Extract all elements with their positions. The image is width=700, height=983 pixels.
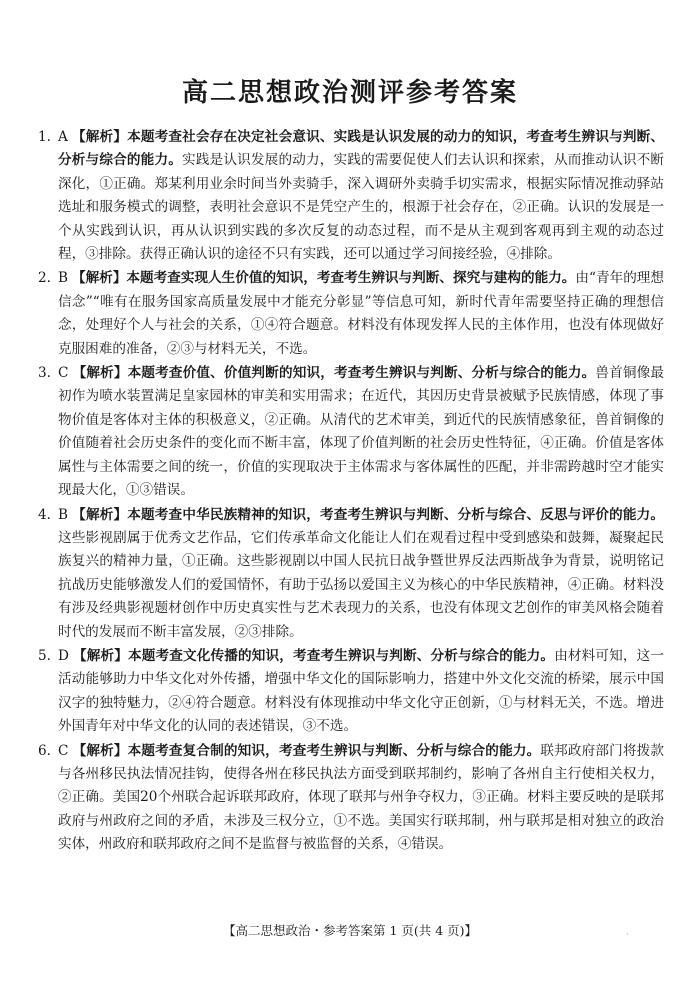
answer-choice: B — [58, 506, 68, 523]
question-number: 3. — [38, 365, 51, 382]
analysis-body: 实践是认识发展的动力，实践的需要促使人们去认识和探索，从而推动认识不断深化，①正确。郑某利用业余时间当外卖骑手，深入调研外卖骑手切实需求，根据实际情况推动驿站选址和服务模式的调整，表明社会意识不是凭空产生的，根源于社会存在，②正确。认识的发展是一个从实践到认识，再从认识到实践的多次反复的动态过程，而不是从主观到客观再到主观的动态过程，③排除。获得正确认识的途径不只有实践，还可以通过学习间接经验，④排除。 — [58, 152, 665, 263]
question-item-1 — [38, 126, 664, 266]
answer-choice: B — [58, 270, 68, 287]
analysis-body: 联邦政府部门将拨款与各州移民执法情况挂钩，使得各州在移民执法方面受到联邦制约，影响了各州自主行使相关权力，②正确。美国20个州联合起诉联邦政府，体现了联邦与州争夺权力，③正确。材料主要反映的是联邦政府与州政府之间的矛盾，未涉及三权分立，①不选。美国实行联邦制，州与联邦是相对独立的政治实体，州政府和联邦政府之间不是监督与被监督的关系，④错误。 — [58, 742, 665, 853]
analysis-lead: 【解析】本题考查价值、价值判断的知识，考查考生辨识与判断、分析与综合的能力。 — [72, 365, 596, 382]
page-footer: 【高二思想政治・参考答案第 1 页(共 4 页)】 — [222, 923, 478, 938]
question-number: 6. — [38, 742, 51, 759]
footer-mark: · — [626, 930, 629, 939]
question-number: 4. — [38, 506, 51, 523]
analysis-lead: 【解析】本题考查文化传播的知识，考查考生辨识与判断、分析与综合的能力。 — [72, 647, 555, 664]
analysis-body: 这些影视剧属于优秀文艺作品，它们传承革命文化能让人们在观看过程中受到感染和鼓舞，凝聚起民族复兴的精神力量，①正确。这些影视剧以中国人民抗日战争暨世界反法西斯战争为背景，说明铭记抗战历史能够激发人们的爱国情怀，有助于弘扬以爱国主义为核心的中华民族精神，④正确。材料没有涉及经典影视题材创作中历史真实性与艺术表现力的关系，也没有体现文艺创作的审美风格会随着时代的发展而不断丰富发展，②③排除。 — [58, 529, 664, 640]
analysis-body: 由“青年的理想信念”“唯有在服务国家高质量发展中才能充分彰显”等信息可知，新时代青年需要坚持正确的理想信念，处理好个人与社会的关系，①④符合题意。材料没有体现发挥人民的主体作用，也没有体现做好克服困难的准备，②③与材料无关，不选。 — [58, 270, 665, 357]
analysis-lead: 【解析】本题考查实现人生价值的知识，考查考生辨识与判断、探究与建构的能力。 — [72, 270, 576, 287]
analysis-lead: 【解析】本题考查社会存在决定社会意识、实践是认识发展的动力的知识，考查考生辨识与判断、分析与综合的能力。 — [58, 129, 664, 169]
analysis-body: 兽首铜像最初作为喷水装置满足皇家园林的审美和实用需求；在近代，其因历史背景被赋予民族情感，体现了事物价值是客体对主体的积极意义，②正确。从清代的艺术审美，到近代的民族情感象征，兽首铜像的价值随着社会历史条件的变化而不断丰富，体现了价值判断的社会历史性特征，④正确。价值是客体属性与主体需要之间的统一，价值的实现取决于主体需求与客体属性的匹配，并非需跨越时空才能实现最大化，①③错误。 — [58, 365, 665, 499]
page-title: 高二思想政治测评参考答案 — [181, 78, 518, 108]
analysis-lead: 【解析】本题考查中华民族精神的知识，考查考生辨识与判断、分析与综合、反思与评价的能力。 — [72, 506, 664, 523]
analysis-lead: 【解析】本题考查复合制的知识，考查考生辨识与判断、分析与综合的能力。 — [72, 742, 541, 759]
answer-choice: D — [58, 647, 69, 664]
question-number: 1. — [38, 129, 51, 145]
question-item-6 — [38, 740, 664, 857]
answer-choice: C — [58, 365, 69, 382]
question-item-3 — [38, 362, 664, 502]
question-item-4 — [38, 504, 664, 644]
analysis-body: 由材料可知，这一活动能够助力中华文化对外传播，增强中华文化的国际影响力，搭建中外文化交流的桥梁，展示中国汉字的独特魅力，②④符合题意。材料没有体现推动中华文化守正创新，①与材料无关，不选。增进外国青年对中华文化的认同的表述错误，③不选。 — [58, 647, 665, 735]
answer-choice: A — [58, 129, 68, 145]
question-number: 2. — [38, 270, 51, 287]
question-item-5 — [38, 645, 664, 739]
question-item-2 — [38, 267, 664, 361]
question-list — [38, 126, 664, 858]
answer-choice: C — [58, 742, 69, 759]
question-number: 5. — [38, 647, 51, 664]
